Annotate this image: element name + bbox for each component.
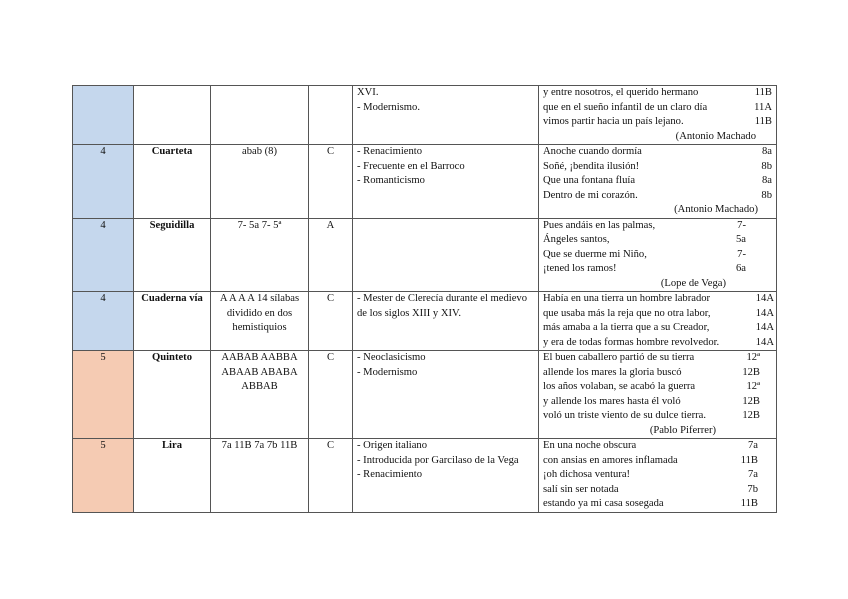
rhyme-cell: A <box>309 218 353 292</box>
table-row <box>73 351 777 439</box>
verse-line: allende los mares la gloria buscó 12B <box>543 366 760 378</box>
verse-line: voló un triste viento de su dulce tierra. 12B <box>543 410 760 421</box>
verse-line: Anoche cuando dormía 8a <box>543 146 772 157</box>
stanza-name-cell: Cuarteta <box>134 145 211 219</box>
example-cell <box>539 218 777 292</box>
verse-line: En una noche obscura 7a <box>543 440 758 451</box>
uses-cell <box>353 439 539 513</box>
verse-count-cell <box>73 86 134 145</box>
verse-line: estando ya mi casa sosegada 11B <box>543 498 758 509</box>
example-cell <box>539 351 777 439</box>
use-item: - Introducida por Garcilaso de la Vega <box>357 454 519 466</box>
verse-count-cell: 5 <box>73 439 134 513</box>
use-item: XVI. <box>357 87 379 98</box>
verse-line: y allende los mares hasta él voló 12B <box>543 395 760 407</box>
stanza-name-cell: Lira <box>134 439 211 513</box>
uses-cell <box>353 86 539 145</box>
table-row <box>73 218 777 292</box>
verse-line: los años volaban, se acabó la guerra 12ª <box>543 381 760 392</box>
rhyme-cell <box>309 86 353 145</box>
rhyme-cell: C <box>309 145 353 219</box>
stanza-name-cell <box>134 86 211 145</box>
author-credit: (Pablo Piferrer) <box>649 424 716 436</box>
author-credit: (Antonio Machado) <box>674 204 758 215</box>
verse-count-cell: 4 <box>73 218 134 292</box>
use-item: - Modernismo <box>357 366 418 378</box>
scheme-cell: abab (8) <box>211 145 309 219</box>
verse-line: Que se duerme mi Niño, 7- <box>543 248 746 260</box>
verse-line: que en el sueño infantil de un claro día 11A <box>543 101 772 113</box>
verse-line: Dentro de mi corazón. 8b <box>543 189 772 201</box>
use-item: - Origen italiano <box>357 440 428 451</box>
verse-line: salí sin ser notada 7b <box>543 483 758 495</box>
verse-line: El buen caballero partió de su tierra 12ª <box>543 352 760 363</box>
verse-line: Que una fontana fluía 8a <box>543 175 772 186</box>
verse-count-cell: 5 <box>73 351 134 439</box>
verse-line: Ángeles santos, 5a <box>543 234 746 245</box>
scheme-cell: 7- 5a 7- 5ª <box>211 218 309 292</box>
rhyme-cell: C <box>309 439 353 513</box>
use-item: - Modernismo. <box>357 101 420 113</box>
verse-line: y era de todas formas hombre revolvedor. 14A <box>543 336 774 348</box>
uses-cell <box>353 218 539 292</box>
table-row <box>73 86 777 145</box>
table-row <box>73 439 777 513</box>
verse-line: ¡tened los ramos! 6a <box>543 263 746 274</box>
example-cell <box>539 145 777 219</box>
scheme-cell: A A A A 14 sílabas dividido en dos hemistiquios <box>211 292 309 351</box>
verse-count-cell: 4 <box>73 145 134 219</box>
verse-line: con ansias en amores inflamada 11B <box>543 454 758 466</box>
stanza-name-cell: Quinteto <box>134 351 211 439</box>
verse-line: que usaba más la reja que no otra labor, 14A <box>543 307 774 319</box>
uses-cell <box>353 292 539 351</box>
stanza-name-cell: Seguidilla <box>134 218 211 292</box>
scheme-cell: AABAB AABBA ABAAB ABABA ABBAB <box>211 351 309 439</box>
uses-cell <box>353 145 539 219</box>
table-row <box>73 145 777 219</box>
verse-line: Soñé, ¡bendita ilusión! 8b <box>543 160 772 172</box>
verse-count-cell: 4 <box>73 292 134 351</box>
table-row <box>73 292 777 351</box>
verse-line: Había en una tierra un hombre labrador 14A <box>543 293 774 304</box>
example-cell <box>539 439 777 513</box>
rhyme-cell: C <box>309 351 353 439</box>
use-item: - Renacimiento <box>357 469 423 480</box>
stanza-name-cell: Cuaderna vía <box>134 292 211 351</box>
use-item: - Frecuente en el Barroco <box>357 160 465 172</box>
rhyme-cell: C <box>309 292 353 351</box>
verse-line: ¡oh dichosa ventura! 7a <box>543 469 758 480</box>
use-item: - Neoclasicismo <box>357 352 426 363</box>
use-item: - Mester de Clerecía durante el medievo de los siglos XIII y XIV. <box>357 293 528 319</box>
verse-line: Pues andáis en las palmas, 7- <box>543 219 746 231</box>
verse-line: vimos partir hacia un país lejano. 11B <box>543 116 772 127</box>
scheme-cell <box>211 86 309 145</box>
use-item: - Renacimiento <box>357 146 423 157</box>
stanza-table <box>72 85 777 513</box>
author-credit: (Lope de Vega) <box>660 277 726 289</box>
example-cell <box>539 292 777 351</box>
scheme-cell: 7a 11B 7a 7b 11B <box>211 439 309 513</box>
author-credit: (Antonio Machado <box>675 130 756 142</box>
uses-cell <box>353 351 539 439</box>
use-item: - Romanticismo <box>357 175 425 186</box>
verse-line: y entre nosotros, el querido hermano 11B <box>543 87 772 98</box>
verse-line: más amaba a la tierra que a su Creador, 14A <box>543 322 774 333</box>
example-cell <box>539 86 777 145</box>
